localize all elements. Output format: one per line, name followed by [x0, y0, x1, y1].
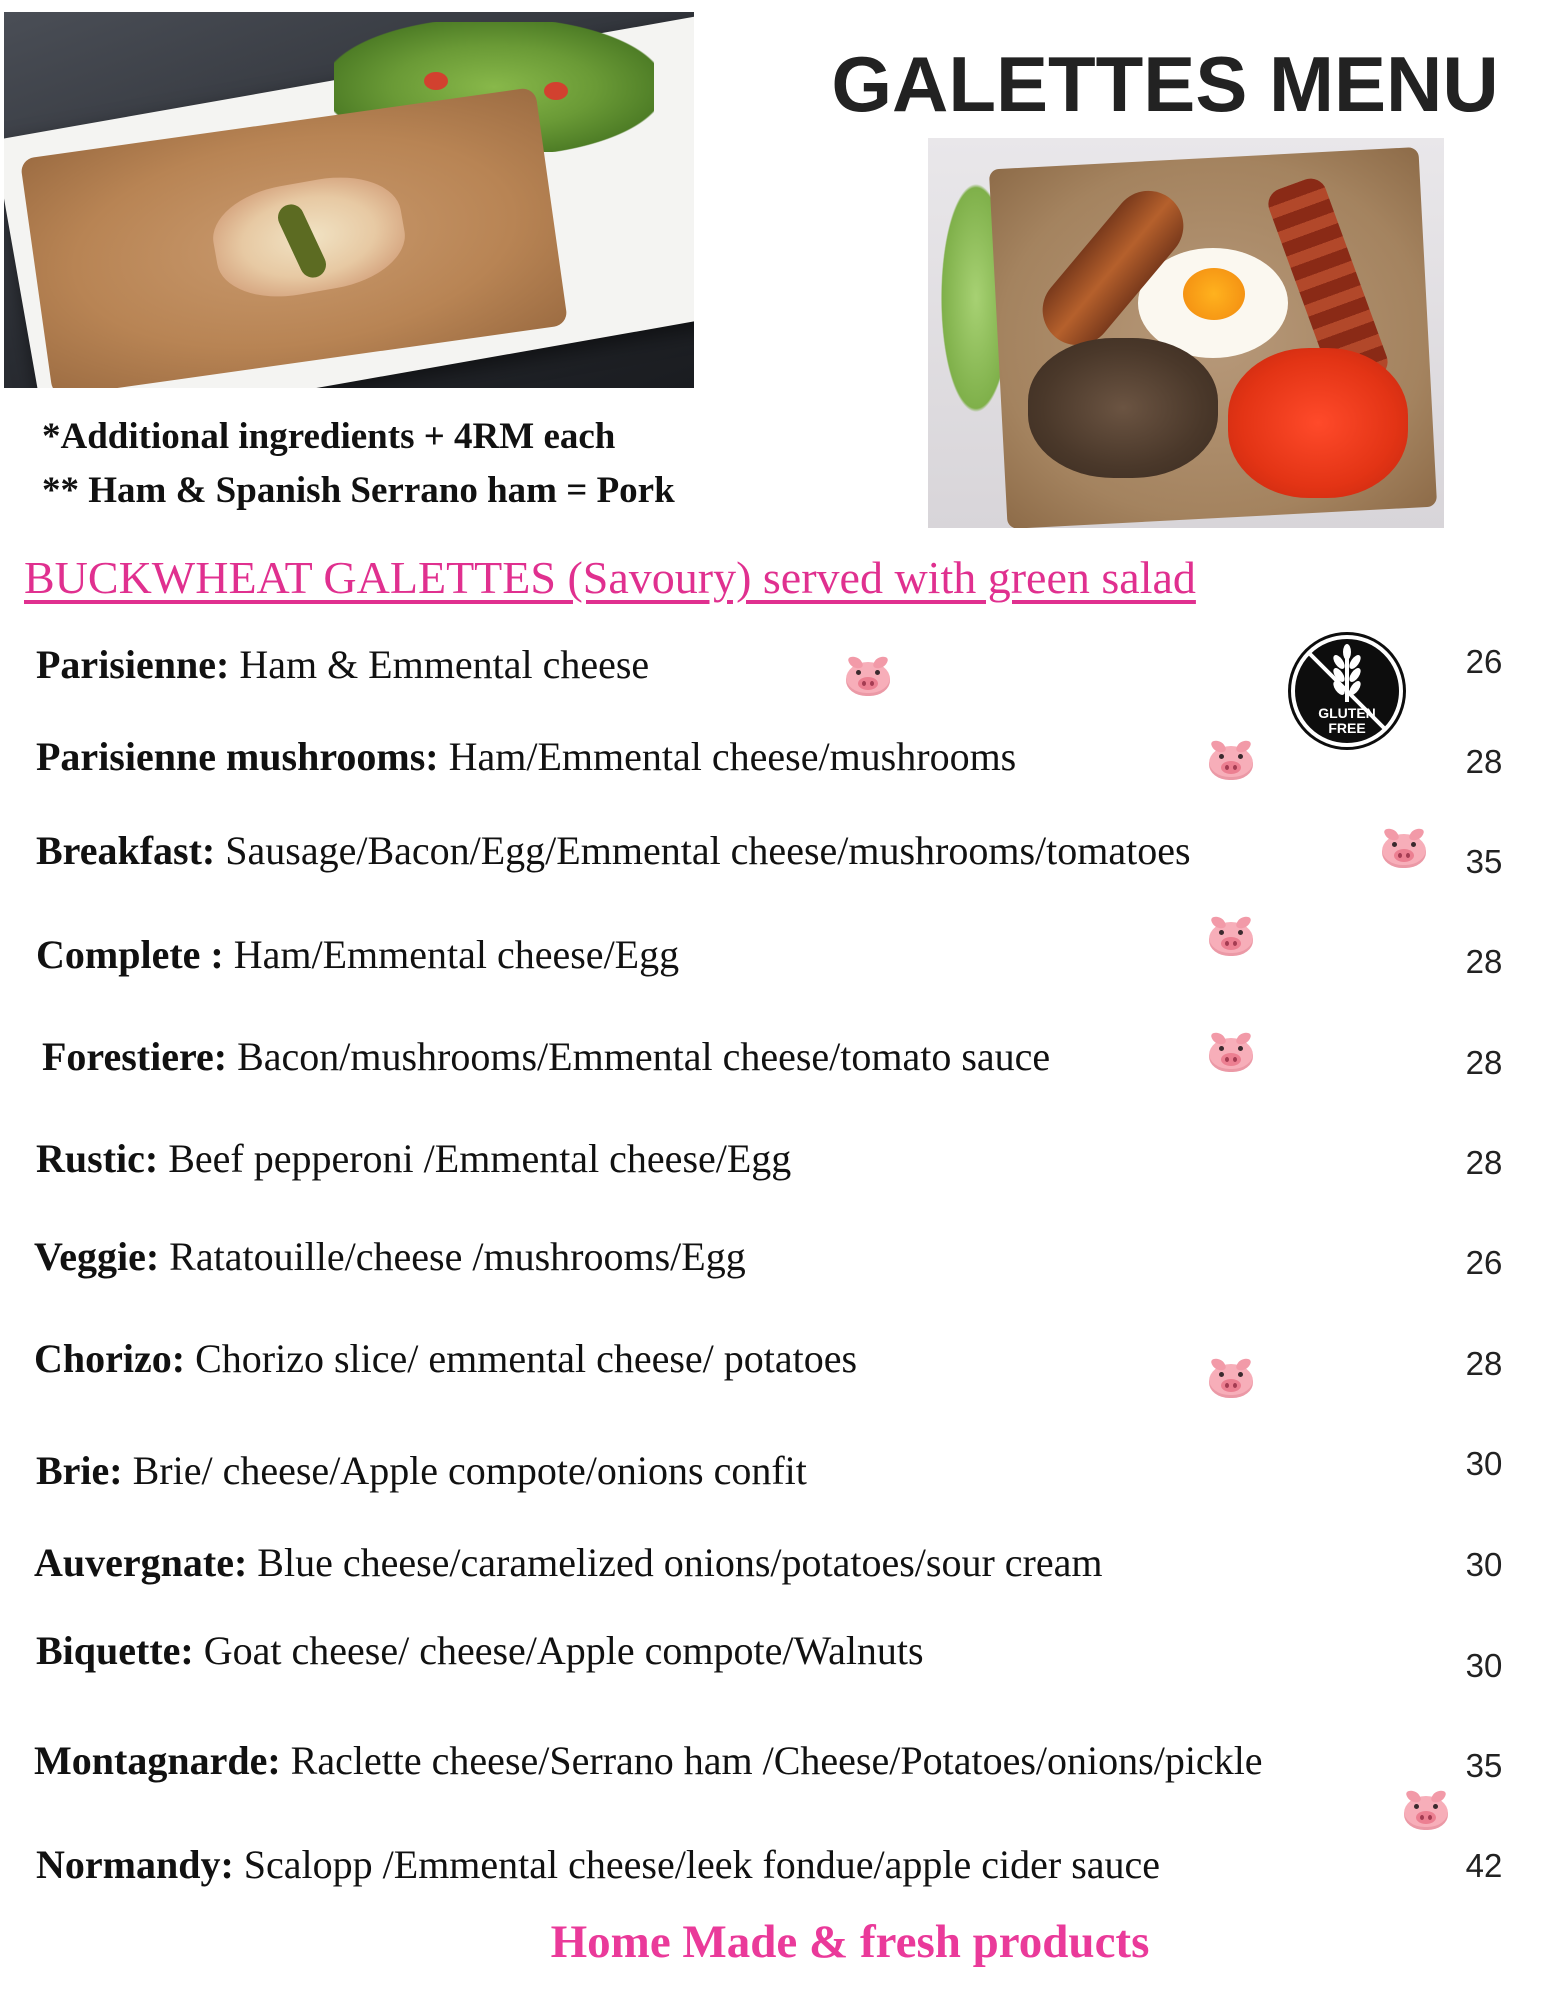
menu-item-name: Parisienne: [36, 642, 230, 687]
gluten-free-line2: FREE [1328, 720, 1366, 736]
gluten-free-line1: GLUTEN [1318, 705, 1376, 721]
menu-item [34, 1736, 1263, 1786]
menu-item-name: Veggie: [34, 1234, 160, 1279]
menu-item-name: Rustic: [36, 1136, 159, 1181]
menu-item-description: Ham/Emmental cheese/mushrooms [438, 734, 1017, 779]
menu-item-description: Blue cheese/caramelized onions/potatoes/sour cream [247, 1540, 1103, 1585]
menu-item-price: 42 [1465, 1847, 1503, 1884]
menu-item-price: 30 [1465, 1445, 1503, 1482]
menu-item [36, 1840, 1160, 1890]
menu-item [36, 732, 1016, 782]
menu-item-description: Chorizo slice/ emmental cheese/ potatoes [185, 1336, 858, 1381]
menu-item-description: Goat cheese/ cheese/Apple compote/Walnuts [193, 1628, 924, 1673]
menu-item-price: 26 [1465, 643, 1503, 680]
pig-face-icon [1209, 922, 1253, 956]
menu-item [42, 1032, 1050, 1082]
gluten-free-badge [1288, 632, 1406, 750]
note-additional-ingredients: *Additional ingredients + 4RM each [42, 416, 616, 457]
menu-item-price: 30 [1465, 1647, 1503, 1684]
menu-item-name: Montagnarde: [34, 1738, 281, 1783]
section-title: BUCKWHEAT GALETTES (Savoury) served with green salad [24, 552, 1196, 603]
menu-item [34, 1334, 857, 1384]
menu-item [36, 1626, 924, 1676]
note-pork: ** Ham & Spanish Serrano ham = Pork [42, 470, 675, 511]
pig-face-icon [1382, 834, 1426, 868]
menu-item [36, 826, 1191, 876]
menu-item-price: 35 [1465, 843, 1503, 880]
menu-item-name: Brie: [36, 1448, 123, 1493]
menu-item-name: Parisienne mushrooms: [36, 734, 439, 779]
menu-item-price: 28 [1465, 943, 1503, 980]
pig-face-icon [1209, 746, 1253, 780]
menu-item-name: Chorizo: [34, 1336, 186, 1381]
menu-item-name: Complete : [36, 932, 224, 977]
galette-salad-photo [4, 12, 694, 388]
menu-item-name: Forestiere: [42, 1034, 228, 1079]
menu-item-name: Normandy: [36, 1842, 234, 1887]
menu-item-description: Sausage/Bacon/Egg/Emmental cheese/mushrooms/tomatoes [215, 828, 1191, 873]
menu-item [36, 1446, 807, 1496]
menu-item [34, 1538, 1103, 1588]
pig-face-icon [1209, 1364, 1253, 1398]
menu-item-description: Ham & Emmental cheese [229, 642, 650, 687]
menu-item-description: Brie/ cheese/Apple compote/onions confit [122, 1448, 807, 1493]
pig-face-icon [1209, 1038, 1253, 1072]
menu-item [36, 1134, 791, 1184]
menu-item-description: Raclette cheese/Serrano ham /Cheese/Potatoes/onions/pickle [280, 1738, 1263, 1783]
menu-item-description: Ratatouille/cheese /mushrooms/Egg [159, 1234, 746, 1279]
menu-item-price: 30 [1465, 1546, 1503, 1583]
footer-tagline: Home Made & fresh products [550, 1916, 1150, 1968]
menu-item-description: Ham/Emmental cheese/Egg [223, 932, 680, 977]
menu-item-price: 28 [1465, 1044, 1503, 1081]
menu-item-description: Scalopp /Emmental cheese/leek fondue/apple cider sauce [233, 1842, 1161, 1887]
menu-item-price: 28 [1465, 1144, 1503, 1181]
menu-item-price: 26 [1465, 1244, 1503, 1281]
menu-item [36, 640, 649, 690]
menu-item [34, 1232, 746, 1282]
menu-item-price: 28 [1465, 1345, 1503, 1382]
menu-item-price: 35 [1465, 1747, 1503, 1784]
menu-item [36, 930, 679, 980]
menu-item-name: Breakfast: [36, 828, 216, 873]
menu-item-name: Biquette: [36, 1628, 194, 1673]
menu-item-description: Bacon/mushrooms/Emmental cheese/tomato sauce [227, 1034, 1051, 1079]
menu-item-description: Beef pepperoni /Emmental cheese/Egg [158, 1136, 792, 1181]
page-title: GALETTES MENU [831, 40, 1499, 128]
breakfast-galette-photo [928, 138, 1444, 528]
pig-face-icon [846, 662, 890, 696]
pig-face-icon [1404, 1796, 1448, 1830]
menu-item-price: 28 [1465, 743, 1503, 780]
menu-item-name: Auvergnate: [34, 1540, 248, 1585]
